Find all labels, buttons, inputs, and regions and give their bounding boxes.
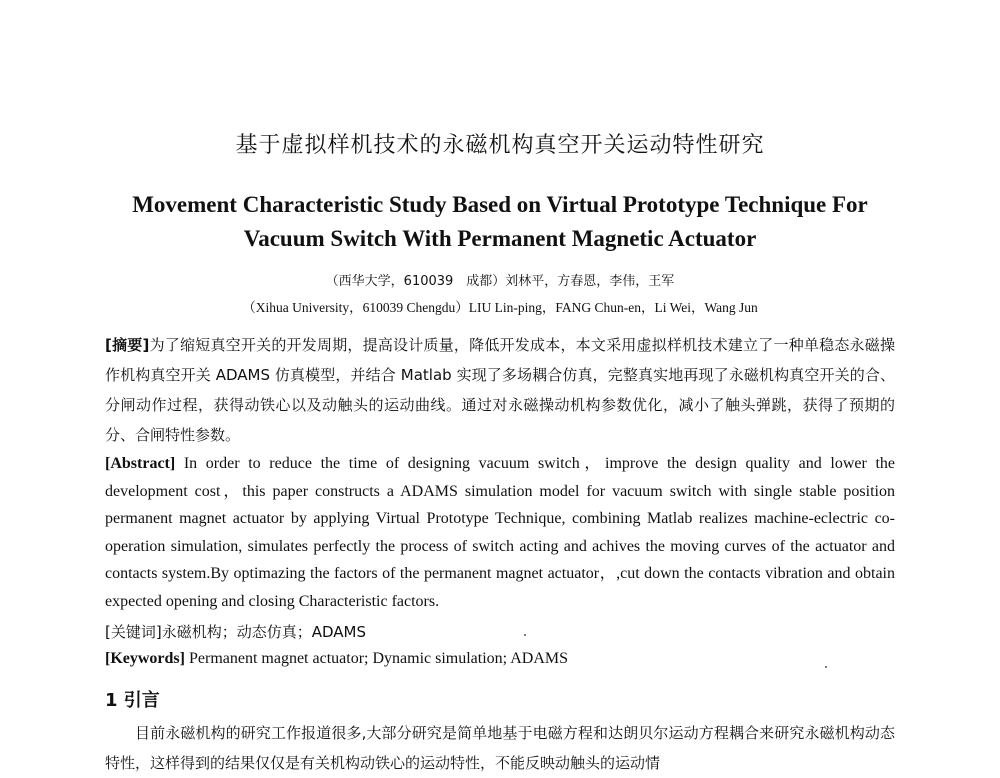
keywords-chinese (105, 621, 895, 642)
abstract-english (105, 450, 895, 615)
section-1-heading: 1 引言 (105, 690, 160, 711)
title-english-line-1: Movement Characteristic Study Based on Virtual Prototype Technique For (132, 192, 868, 217)
authors-chinese: （西华大学，610039 成都）刘林平，方春恩，李伟，王军 (325, 274, 675, 289)
keywords-english-text: Permanent magnet actuator; Dynamic simulation; ADAMS (184, 650, 569, 667)
keywords-english (105, 650, 895, 668)
title-chinese: 基于虚拟样机技术的永磁机构真空开关运动特性研究 (235, 133, 765, 158)
abstract-chinese-label: [摘要] (105, 336, 150, 354)
authors-english: （Xihua University，610039 Chengdu）LIU Lin-ping，FANG Chun-en，Li Wei，Wang Jun (242, 300, 758, 315)
abstract-chinese-text: 为了缩短真空开关的开发周期，提高设计质量，降低开发成本，本文采用虚拟样机技术建立了一种单稳态永磁操作机构真空开关 ADAMS 仿真模型，并结合 Matlab 实现了多场耦合仿真，完整真实地再现了永磁机构真空开关的合、分闸动作过程，获得动铁心以及动触头的运动曲线。通过对永磁操动机构参数优化，减小了触头弹跳，获得了预期的分、合闸特性参数。 (105, 336, 895, 444)
keywords-english-label: [Keywords] (105, 650, 185, 667)
abstract-english-label: [Abstract] (105, 455, 176, 472)
scan-speck (524, 634, 526, 636)
title-english (0, 188, 1000, 256)
keywords-chinese-label: [关键词] (105, 623, 162, 641)
abstract-english-text: In order to reduce the time of designing vacuum switch，improve the design quality and lower the development cost，this paper constructs a ADAMS simulation model for vacuum switch with single stable position permanent magnet actuator by applying Virtual Prototype Technique, combining Matlab realizes machine-eclectric co-operation simulation, simulates perfectly the process of switch acting and achives the moving curves of the actuator and contacts system.By optimazing the factors of the permanent magnet actuator，,cut down the contacts vibration and obtain expected opening and closing Characteristic factors. (105, 455, 896, 610)
abstract-chinese (105, 330, 895, 450)
scan-speck (825, 666, 827, 668)
section-1-paragraph: 目前永磁机构的研究工作报道很多,大部分研究是简单地基于电磁方程和达朗贝尔运动方程耦合来研究永磁机构动态特性，这样得到的结果仅仅是有关机构动铁心的运动特性，不能反映动触头的运动情 (105, 724, 895, 772)
title-english-line-2: Vacuum Switch With Permanent Magnetic Actuator (243, 226, 757, 251)
keywords-chinese-text: 永磁机构；动态仿真；ADAMS (161, 623, 366, 641)
